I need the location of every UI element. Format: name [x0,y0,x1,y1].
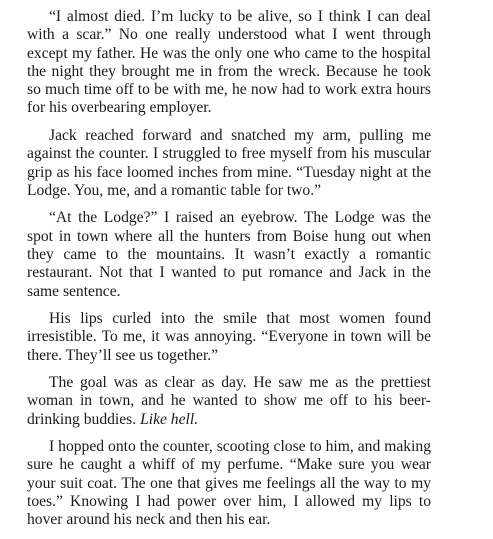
paragraph-4: His lips curled into the smile that most women found irresistible. To me, it was annoying. “Everyone in town will be there. They’ll see us together.” [27,310,431,364]
paragraph-5 [27,374,431,429]
paragraph-5-text: The goal was as clear as day. He saw me as the prettiest woman in town, and he wanted to show me off to his beer-drinking buddies. [27,374,431,428]
paragraph-1: “I almost died. I’m lucky to be alive, so I think I can deal with a scar.” No one really understood what I went through except my father. He was the only one who came to the hospital the night they brought me in from the wreck. Because he took so much time off to be with me, he now had to work extra hours for his overbearing employer. [27,8,431,117]
paragraph-3: “At the Lodge?” I raised an eyebrow. The Lodge was the spot in town where all the hunters from Boise hung out when they came to the mountains. It wasn’t exactly a romantic restaurant. Not that I wanted to put romance and Jack in the same sentence. [27,209,431,300]
book-page [27,8,431,539]
paragraph-6: I hopped onto the counter, scooting close to him, and making sure he caught a whiff of my perfume. “Make sure you wear your suit coat. The one that gives me feelings all the way to my toes.” Knowing I had power over him, I allowed my lips to hover around his neck and then his ear. [27,438,431,529]
paragraph-2: Jack reached forward and snatched my arm, pulling me against the counter. I struggled to free myself from his muscular grip as his face loomed inches from mine. “Tuesday night at the Lodge. You, me, and a romantic table for two.” [27,126,431,199]
paragraph-5-italic: Like hell. [140,410,199,428]
